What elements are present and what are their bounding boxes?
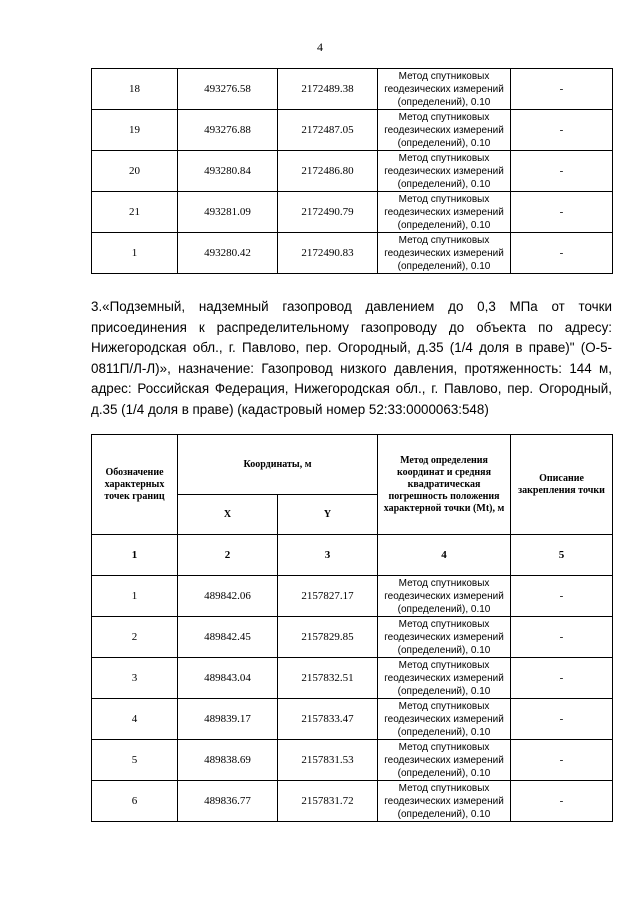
table-row — [92, 781, 613, 822]
coordinates-table-continued — [91, 68, 613, 274]
object-description: 3.«Подземный, надземный газопровод давлением до 0,3 МПа от точки присоединения к распределительному газопроводу до объекта по адресу: Нижегородская обл., г. Павлово, пер. Огородный, д.35 (1/4 доля в праве)" (О-5-0811П/Л-Л)», назначение: Газопровод низкого давления, протяженность: 144 м, адрес: Российская Федерация, Нижегородская обл., г. Павлово, пер. Огородный, д.35 (1/4 доля в праве) (кадастровый номер 52:33:0000063:548) — [91, 299, 612, 417]
method-cell: Метод спутниковых геодезических измерений (определений), 0.10 — [378, 617, 511, 658]
y-cell: 2172486.80 — [278, 151, 378, 192]
method-cell: Метод спутниковых геодезических измерений (определений), 0.10 — [378, 576, 511, 617]
x-cell: 489838.69 — [178, 740, 278, 781]
method-cell: Метод спутниковых геодезических измерений (определений), 0.10 — [378, 151, 511, 192]
column-number: 1 — [92, 535, 178, 576]
y-cell: 2157831.72 — [278, 781, 378, 822]
method-cell: Метод спутниковых геодезических измерений (определений), 0.10 — [378, 69, 511, 110]
method-cell: Метод спутниковых геодезических измерений (определений), 0.10 — [378, 781, 511, 822]
x-cell: 493280.42 — [178, 233, 278, 274]
header-x: X — [178, 495, 278, 535]
header-coords: Координаты, м — [178, 435, 378, 495]
y-cell: 2157832.51 — [278, 658, 378, 699]
header-y: Y — [278, 495, 378, 535]
point-cell: 1 — [92, 233, 178, 274]
point-cell: 6 — [92, 781, 178, 822]
page-number: 4 — [317, 40, 323, 54]
y-cell: 2172487.05 — [278, 110, 378, 151]
mark-cell: - — [511, 110, 613, 151]
point-cell: 3 — [92, 658, 178, 699]
bottom-table-body — [92, 576, 613, 822]
method-cell: Метод спутниковых геодезических измерений (определений), 0.10 — [378, 658, 511, 699]
mark-cell: - — [511, 192, 613, 233]
x-cell: 489843.04 — [178, 658, 278, 699]
x-cell: 489842.06 — [178, 576, 278, 617]
x-cell: 489839.17 — [178, 699, 278, 740]
table-row — [92, 110, 613, 151]
point-cell: 21 — [92, 192, 178, 233]
table-row — [92, 192, 613, 233]
mark-cell: - — [511, 658, 613, 699]
top-table-body — [92, 69, 613, 274]
table-row — [92, 740, 613, 781]
table-row — [92, 151, 613, 192]
coordinates-table — [91, 434, 613, 822]
x-cell: 493276.58 — [178, 69, 278, 110]
y-cell: 2157831.53 — [278, 740, 378, 781]
mark-cell: - — [511, 740, 613, 781]
y-cell: 2157833.47 — [278, 699, 378, 740]
header-method: Метод определения координат и средняя квадратическая погрешность положения характерной точки (Mt), м — [378, 435, 511, 535]
header-mark: Описание закрепления точки — [511, 435, 613, 535]
x-cell: 493281.09 — [178, 192, 278, 233]
mark-cell: - — [511, 781, 613, 822]
mark-cell: - — [511, 617, 613, 658]
mark-cell: - — [511, 69, 613, 110]
column-number: 4 — [378, 535, 511, 576]
method-cell: Метод спутниковых геодезических измерений (определений), 0.10 — [378, 740, 511, 781]
x-cell: 493276.88 — [178, 110, 278, 151]
y-cell: 2157827.17 — [278, 576, 378, 617]
table-row — [92, 233, 613, 274]
method-cell: Метод спутниковых геодезических измерений (определений), 0.10 — [378, 233, 511, 274]
column-number: 3 — [278, 535, 378, 576]
table-row — [92, 576, 613, 617]
point-cell: 4 — [92, 699, 178, 740]
method-cell: Метод спутниковых геодезических измерений (определений), 0.10 — [378, 110, 511, 151]
method-cell: Метод спутниковых геодезических измерений (определений), 0.10 — [378, 699, 511, 740]
x-cell: 493280.84 — [178, 151, 278, 192]
column-number: 2 — [178, 535, 278, 576]
point-cell: 19 — [92, 110, 178, 151]
mark-cell: - — [511, 151, 613, 192]
table-row — [92, 69, 613, 110]
mark-cell: - — [511, 699, 613, 740]
table-row — [92, 699, 613, 740]
table-row — [92, 658, 613, 699]
y-cell: 2172490.83 — [278, 233, 378, 274]
point-cell: 18 — [92, 69, 178, 110]
table-row — [92, 617, 613, 658]
header-point: Обозначение характерных точек границ — [92, 435, 178, 535]
column-number: 5 — [511, 535, 613, 576]
point-cell: 2 — [92, 617, 178, 658]
y-cell: 2172490.79 — [278, 192, 378, 233]
y-cell: 2172489.38 — [278, 69, 378, 110]
x-cell: 489836.77 — [178, 781, 278, 822]
x-cell: 489842.45 — [178, 617, 278, 658]
y-cell: 2157829.85 — [278, 617, 378, 658]
point-cell: 5 — [92, 740, 178, 781]
mark-cell: - — [511, 576, 613, 617]
point-cell: 1 — [92, 576, 178, 617]
point-cell: 20 — [92, 151, 178, 192]
method-cell: Метод спутниковых геодезических измерений (определений), 0.10 — [378, 192, 511, 233]
mark-cell: - — [511, 233, 613, 274]
